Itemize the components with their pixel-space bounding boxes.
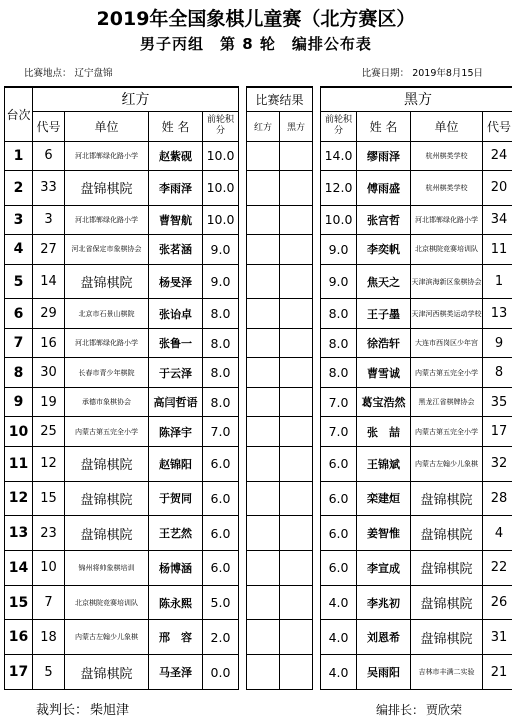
referee-name: 柴旭津: [90, 703, 130, 718]
black-unit: 大连市西岗区少年宫: [411, 328, 483, 358]
red-points: 8.0: [203, 387, 239, 417]
arranger-info: [376, 701, 464, 718]
black-points: 7.0: [321, 417, 357, 447]
result-black[interactable]: [280, 299, 313, 329]
table-number: 7: [5, 328, 33, 358]
column-gap: [239, 417, 247, 447]
red-unit: 北京棋院竞赛培训队: [65, 585, 149, 620]
red-unit: 河北省保定市象棋协会: [65, 235, 149, 265]
referee-label: 裁判长：: [36, 703, 89, 718]
red-points: 7.0: [203, 417, 239, 447]
red-code: 25: [33, 417, 65, 447]
red-code: 6: [33, 141, 65, 171]
result-black[interactable]: [280, 585, 313, 620]
header-red-code: 代号: [33, 111, 65, 141]
black-points: 6.0: [321, 481, 357, 516]
red-unit: 北京市石景山棋院: [65, 299, 149, 329]
result-black[interactable]: [280, 235, 313, 265]
result-red[interactable]: [247, 585, 280, 620]
header-red-name: 姓 名: [149, 111, 203, 141]
table-row: [5, 551, 512, 586]
red-points: 8.0: [203, 358, 239, 388]
column-gap: [239, 171, 247, 206]
black-points: 4.0: [321, 655, 357, 690]
table-row: [5, 655, 512, 690]
red-name: 于云泽: [149, 358, 203, 388]
column-gap: [313, 141, 321, 171]
black-name: 李奕帆: [357, 235, 411, 265]
red-unit: 河北邯郸绿化路小学: [65, 205, 149, 235]
black-code: 28: [483, 481, 512, 516]
column-gap: [239, 481, 247, 516]
black-name: 姜智惟: [357, 516, 411, 551]
result-black[interactable]: [280, 551, 313, 586]
black-code: 26: [483, 585, 512, 620]
red-name: 陈永熙: [149, 585, 203, 620]
black-name: 葛宝浩然: [357, 387, 411, 417]
table-number: 13: [5, 516, 33, 551]
referee-info: [36, 699, 131, 718]
date-info: [362, 65, 486, 79]
red-unit: 盘锦棋院: [65, 655, 149, 690]
black-unit: 杭州棋类学校: [411, 171, 483, 206]
table-row: [5, 387, 512, 417]
black-name: 缪雨泽: [357, 141, 411, 171]
header-black: 黑方: [321, 87, 512, 111]
column-gap: [239, 620, 247, 655]
table-row: [5, 299, 512, 329]
black-unit: 吉林市丰满二实验: [411, 655, 483, 690]
table-number: 8: [5, 358, 33, 388]
black-points: 4.0: [321, 620, 357, 655]
red-name: 曹智航: [149, 205, 203, 235]
column-gap: [239, 585, 247, 620]
result-red[interactable]: [247, 205, 280, 235]
red-code: 27: [33, 235, 65, 265]
table-number: 3: [5, 205, 33, 235]
table-number: 17: [5, 655, 33, 690]
red-unit: 河北邯郸绿化路小学: [65, 141, 149, 171]
black-points: 8.0: [321, 358, 357, 388]
table-row: [5, 417, 512, 447]
venue-info: [24, 65, 116, 79]
red-code: 29: [33, 299, 65, 329]
table-row: [5, 205, 512, 235]
red-name: 赵锦阳: [149, 446, 203, 481]
result-red[interactable]: [247, 328, 280, 358]
black-name: 李宣成: [357, 551, 411, 586]
red-unit: 河北邯郸绿化路小学: [65, 328, 149, 358]
red-name: 赵紫砚: [149, 141, 203, 171]
page-subtitle: 男子丙组 第 8 轮 编排公布表: [140, 35, 372, 53]
result-black[interactable]: [280, 358, 313, 388]
column-gap: [239, 387, 247, 417]
black-points: 9.0: [321, 235, 357, 265]
result-black[interactable]: [280, 655, 313, 690]
column-gap: [313, 446, 321, 481]
red-unit: 盘锦棋院: [65, 516, 149, 551]
black-name: 傅雨盛: [357, 171, 411, 206]
table-row: [5, 585, 512, 620]
venue-value: 辽宁盘锦: [74, 68, 113, 79]
black-code: 8: [483, 358, 512, 388]
result-black[interactable]: [280, 516, 313, 551]
black-name: 张宫哲: [357, 205, 411, 235]
date-label: 比赛日期：: [361, 68, 410, 79]
red-code: 30: [33, 358, 65, 388]
result-red[interactable]: [247, 387, 280, 417]
red-points: 2.0: [203, 620, 239, 655]
column-gap: [313, 481, 321, 516]
table-number: 14: [5, 551, 33, 586]
column-gap: [239, 205, 247, 235]
red-points: 6.0: [203, 551, 239, 586]
red-points: 9.0: [203, 235, 239, 265]
black-code: 35: [483, 387, 512, 417]
arranger-label: 编排长：: [376, 703, 425, 717]
result-red[interactable]: [247, 171, 280, 206]
red-code: 16: [33, 328, 65, 358]
red-unit: 锦州将帅象棋培训: [65, 551, 149, 586]
table-row: [5, 264, 512, 299]
column-gap: [313, 620, 321, 655]
black-code: 31: [483, 620, 512, 655]
black-code: 32: [483, 446, 512, 481]
black-unit: 盘锦棋院: [411, 620, 483, 655]
table-row: [5, 141, 512, 171]
column-gap: [313, 585, 321, 620]
result-black[interactable]: [280, 417, 313, 447]
red-code: 12: [33, 446, 65, 481]
column-gap: [239, 551, 247, 586]
red-name: 邢 容: [149, 620, 203, 655]
black-unit: 天津河西棋类运动学校: [411, 299, 483, 329]
red-points: 6.0: [203, 481, 239, 516]
red-name: 张茗涵: [149, 235, 203, 265]
red-name: 马圣泽: [149, 655, 203, 690]
table-number: 16: [5, 620, 33, 655]
column-gap: [313, 299, 321, 329]
black-unit: 盘锦棋院: [411, 585, 483, 620]
column-gap: [239, 328, 247, 358]
column-gap: [239, 358, 247, 388]
black-unit: 盘锦棋院: [411, 551, 483, 586]
header-black-name: 姓 名: [357, 111, 411, 141]
red-code: 19: [33, 387, 65, 417]
black-points: 8.0: [321, 328, 357, 358]
result-red[interactable]: [247, 299, 280, 329]
table-row: [5, 235, 512, 265]
result-red[interactable]: [247, 481, 280, 516]
red-points: 6.0: [203, 516, 239, 551]
red-unit: 盘锦棋院: [65, 481, 149, 516]
black-code: 17: [483, 417, 512, 447]
header-result-red: 红方: [247, 111, 280, 141]
table-row: [5, 516, 512, 551]
result-red[interactable]: [247, 141, 280, 171]
column-gap: [313, 551, 321, 586]
table-number: 4: [5, 235, 33, 265]
black-unit: 天津滨海新区象棋协会: [411, 264, 483, 299]
black-points: 6.0: [321, 516, 357, 551]
column-gap: [313, 205, 321, 235]
black-points: 8.0: [321, 299, 357, 329]
result-black[interactable]: [280, 620, 313, 655]
black-code: 34: [483, 205, 512, 235]
red-name: 张诒卓: [149, 299, 203, 329]
red-name: 王艺然: [149, 516, 203, 551]
result-black[interactable]: [280, 481, 313, 516]
column-gap: [313, 655, 321, 690]
header-red-points: 前轮积分: [203, 111, 239, 141]
header-result: 比赛结果: [247, 87, 313, 111]
red-points: 10.0: [203, 205, 239, 235]
result-black[interactable]: [280, 446, 313, 481]
black-unit: 河北邯郸绿化路小学: [411, 205, 483, 235]
header-red-unit: 单位: [65, 111, 149, 141]
table-row: [5, 620, 512, 655]
red-code: 10: [33, 551, 65, 586]
result-black[interactable]: [280, 264, 313, 299]
result-red[interactable]: [247, 655, 280, 690]
result-red[interactable]: [247, 235, 280, 265]
black-unit: 黑龙江省棋牌协会: [411, 387, 483, 417]
red-points: 6.0: [203, 446, 239, 481]
column-gap: [239, 299, 247, 329]
black-code: 22: [483, 551, 512, 586]
black-name: 栾建烜: [357, 481, 411, 516]
black-code: 4: [483, 516, 512, 551]
red-unit: 盘锦棋院: [65, 264, 149, 299]
black-name: 李兆初: [357, 585, 411, 620]
column-gap: [313, 328, 321, 358]
result-red[interactable]: [247, 358, 280, 388]
red-code: 18: [33, 620, 65, 655]
black-code: 13: [483, 299, 512, 329]
red-name: 李雨泽: [149, 171, 203, 206]
column-gap: [313, 87, 321, 141]
black-name: 刘恩希: [357, 620, 411, 655]
page-title: 2019年全国象棋儿童赛（北方赛区）: [96, 8, 416, 30]
table-number: 2: [5, 171, 33, 206]
table-number: 15: [5, 585, 33, 620]
black-unit: 杭州棋类学校: [411, 141, 483, 171]
result-red[interactable]: [247, 516, 280, 551]
column-gap: [313, 264, 321, 299]
column-gap: [313, 358, 321, 388]
table-row: [5, 358, 512, 388]
black-code: 21: [483, 655, 512, 690]
red-points: 8.0: [203, 299, 239, 329]
black-unit: 内蒙古第五完全小学: [411, 358, 483, 388]
table-number: 10: [5, 417, 33, 447]
black-name: 焦天之: [357, 264, 411, 299]
black-name: 王子墨: [357, 299, 411, 329]
table-row: [5, 446, 512, 481]
result-black[interactable]: [280, 328, 313, 358]
red-points: 10.0: [203, 141, 239, 171]
header-black-code: 代号: [483, 111, 512, 141]
black-points: 6.0: [321, 446, 357, 481]
result-black[interactable]: [280, 171, 313, 206]
result-black[interactable]: [280, 141, 313, 171]
red-code: 15: [33, 481, 65, 516]
black-name: 王锦斌: [357, 446, 411, 481]
pairing-table: [4, 86, 512, 690]
column-gap: [239, 87, 247, 141]
red-name: 高闫哲语: [149, 387, 203, 417]
black-points: 7.0: [321, 387, 357, 417]
red-code: 14: [33, 264, 65, 299]
red-points: 10.0: [203, 171, 239, 206]
table-number: 6: [5, 299, 33, 329]
venue-label: 比赛地点：: [24, 68, 72, 79]
red-points: 8.0: [203, 328, 239, 358]
red-code: 23: [33, 516, 65, 551]
black-name: 徐浩轩: [357, 328, 411, 358]
table-number: 12: [5, 481, 33, 516]
black-name: 张 喆: [357, 417, 411, 447]
red-name: 杨博涵: [149, 551, 203, 586]
red-unit: 内蒙古左翰少儿象棋: [65, 620, 149, 655]
result-black[interactable]: [280, 387, 313, 417]
result-red[interactable]: [247, 551, 280, 586]
table-number: 9: [5, 387, 33, 417]
red-code: 3: [33, 205, 65, 235]
result-red[interactable]: [247, 417, 280, 447]
table-number: 11: [5, 446, 33, 481]
column-gap: [313, 235, 321, 265]
header-result-black: 黑方: [280, 111, 313, 141]
column-gap: [313, 171, 321, 206]
black-unit: 内蒙古左翰少儿象棋: [411, 446, 483, 481]
black-points: 4.0: [321, 585, 357, 620]
black-points: 6.0: [321, 551, 357, 586]
black-code: 9: [483, 328, 512, 358]
black-name: 曹雪诚: [357, 358, 411, 388]
column-gap: [313, 417, 321, 447]
red-points: 9.0: [203, 264, 239, 299]
black-code: 24: [483, 141, 512, 171]
red-unit: 长春市青少年棋院: [65, 358, 149, 388]
black-points: 12.0: [321, 171, 357, 206]
black-points: 9.0: [321, 264, 357, 299]
arranger-name: 贾欣荣: [426, 703, 463, 717]
table-number: 1: [5, 141, 33, 171]
column-gap: [239, 235, 247, 265]
black-points: 14.0: [321, 141, 357, 171]
column-gap: [239, 264, 247, 299]
red-unit: 盘锦棋院: [65, 171, 149, 206]
red-unit: 承德市象棋协会: [65, 387, 149, 417]
table-row: [5, 328, 512, 358]
black-code: 20: [483, 171, 512, 206]
red-name: 杨旻泽: [149, 264, 203, 299]
result-red[interactable]: [247, 620, 280, 655]
table-row: [5, 481, 512, 516]
column-gap: [239, 655, 247, 690]
red-code: 5: [33, 655, 65, 690]
date-value: 2019年8月15日: [412, 68, 483, 79]
black-unit: 盘锦棋院: [411, 516, 483, 551]
result-red[interactable]: [247, 446, 280, 481]
column-gap: [313, 387, 321, 417]
black-code: 1: [483, 264, 512, 299]
column-gap: [239, 446, 247, 481]
black-code: 11: [483, 235, 512, 265]
black-unit: 盘锦棋院: [411, 481, 483, 516]
red-code: 33: [33, 171, 65, 206]
red-points: 0.0: [203, 655, 239, 690]
header-red: 红方: [33, 87, 239, 111]
red-unit: 盘锦棋院: [65, 446, 149, 481]
black-name: 吴雨阳: [357, 655, 411, 690]
header-table-no: 台次: [5, 87, 33, 141]
table-number: 5: [5, 264, 33, 299]
column-gap: [313, 516, 321, 551]
table-row: [5, 171, 512, 206]
red-code: 7: [33, 585, 65, 620]
result-red[interactable]: [247, 264, 280, 299]
red-name: 于贺同: [149, 481, 203, 516]
black-unit: 北京棋院竞赛培训队: [411, 235, 483, 265]
red-name: 陈泽宇: [149, 417, 203, 447]
result-black[interactable]: [280, 205, 313, 235]
column-gap: [239, 141, 247, 171]
header-black-points: 前轮积分: [321, 111, 357, 141]
column-gap: [239, 516, 247, 551]
header-black-unit: 单位: [411, 111, 483, 141]
red-unit: 内蒙古第五完全小学: [65, 417, 149, 447]
black-unit: 内蒙古第五完全小学: [411, 417, 483, 447]
black-points: 10.0: [321, 205, 357, 235]
red-name: 张鲁一: [149, 328, 203, 358]
red-points: 5.0: [203, 585, 239, 620]
